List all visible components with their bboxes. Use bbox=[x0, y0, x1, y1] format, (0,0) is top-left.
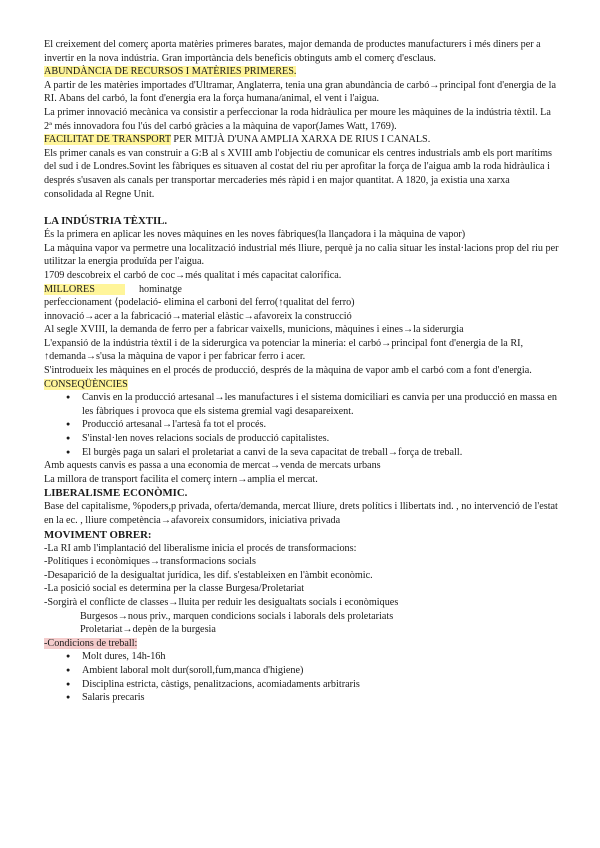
heading-liberalisme: LIBERALISME ECONÒMIC. bbox=[44, 487, 188, 500]
consequencies-list bbox=[44, 391, 560, 459]
paragraph-millores-5: S'introdueix les màquines en el procés de producció, després de la màquina de vapor amb el carbó com a font d'energia. bbox=[44, 365, 532, 377]
moviment-indent-line: Proletariat→depèn de la burgesia bbox=[80, 624, 216, 636]
heading-condicions bbox=[44, 637, 560, 651]
millores-note: hominatge bbox=[138, 283, 182, 295]
list-item: ● El burgès paga un salari el proletariat a canvi de la seva capacitat de treball→força de treball. bbox=[66, 446, 560, 460]
heading-transport-rest: PER MITJÀ D'UNA AMPLIA XARXA DE RIUS I CANALS. bbox=[170, 134, 431, 146]
list-item: ● S'instal·len noves relacions socials de producció capitalistes. bbox=[66, 432, 560, 446]
heading-abundancia bbox=[44, 65, 560, 79]
paragraph-liberalisme: Base del capitalisme, %poders,p privada, oferta/demanda, mercat lliure, drets polítics i llibertats ind. , no intervenció de l'estat en la ec. , lliure competència→afavoreix consumidors, iniciativa privada bbox=[44, 501, 558, 526]
list-item: ● Canvis en la producció artesanal→les manufactures i el sistema domiciliari es canvia per una producció en massa en les fàbriques i provoca que els sistema gremial vagi desapareixent. bbox=[66, 391, 560, 418]
moviment-line: -Polítiques i econòmiques→transformacions socials bbox=[44, 556, 256, 568]
list-item: ● Producció artesanal→l'artesà fa tot el procés. bbox=[66, 418, 560, 432]
moviment-line: -La posició social es determina per la classe Burgesa/Proletariat bbox=[44, 583, 305, 595]
paragraph-industria-2: La màquina vapor va permetre una localització industrial més lliure, perquè ja no calia situar les instal·lacions prop del riu per utilitzar la energia produïda per l'aigua. bbox=[44, 242, 559, 268]
moviment-line: -Sorgirà el conflicte de classes→lluita per reduir les desigualtats socials i econòmiques bbox=[44, 596, 399, 608]
list-item: ● Ambient laboral molt dur(soroll,fum,manca d'higiene) bbox=[66, 664, 560, 678]
paragraph-industria-3: 1709 descobreix el carbó de coc→més qualitat i més capacitat calorífica. bbox=[44, 269, 342, 281]
paragraph-millores-4: L'expansió de la indústria tèxtil i de la siderurgica va potenciar la mineria: el carbó→principal font d'energia de la RI, ↑demanda→s'usa la màquina de vapor i per fabricar ferro i acer. bbox=[44, 337, 524, 363]
moviment-line: -La RI amb l'implantació del liberalisme inicia el procés de transformacions: bbox=[44, 542, 357, 554]
paragraph-abundancia-1: A partir de les matèries importades d'Ultramar, Anglaterra, tenia una gran abundància de carbó→principal font d'energia de la RI. Abans del carbó, la font d'energia era la força humana/animal, el vent i l'aigua. bbox=[44, 79, 556, 105]
heading-transport bbox=[44, 133, 560, 147]
paragraph-industria-1: És la primera en aplicar les noves màquines en les noves fàbriques(la llançadora i la màquina de vapor) bbox=[44, 229, 466, 241]
paragraph-millores-1: perfeccionament ⟨podelació- elimina el carboni del ferro(↑qualitat del ferro) bbox=[44, 297, 355, 309]
paragraph-conseq-1: Amb aquests canvis es passa a una economia de mercat→venda de mercats urbans bbox=[44, 460, 381, 472]
paragraph-intro: El creixement del comerç aporta matèries primeres barates, major demanda de productes manufacturers i més diners per a invertir en la nova indústria. Gran importància dels beneficis obtinguts amb el comerç d'esclaus. bbox=[44, 39, 541, 64]
heading-moviment: MOVIMENT OBRER: bbox=[44, 528, 152, 541]
condicions-list bbox=[44, 650, 560, 704]
heading-consequencies-text: CONSEQÜÈNCIES bbox=[44, 378, 128, 390]
heading-condicions-text: -Condicions de treball: bbox=[44, 637, 138, 649]
heading-industria: LA INDÚSTRIA TÈXTIL. bbox=[44, 215, 168, 228]
heading-millores-text: MILLORES bbox=[44, 284, 125, 295]
list-item: ● Disciplina estricta, càstigs, penalitzacions, acomiadaments arbitraris bbox=[66, 678, 560, 692]
moviment-line: -Desaparició de la desigualtat jurídica, les dif. s'estableixen en l'àmbit econòmic. bbox=[44, 569, 373, 581]
spacer bbox=[44, 201, 560, 214]
heading-transport-highlight: FACILITAT DE TRANSPORT bbox=[44, 134, 171, 146]
paragraph-transport: Els primer canals es van construir a G:B al s XVIII amb l'objectiu de comunicar els centres industrials amb els port marítims del sud i de Londres.Sovint les fàbriques es situaven al costat del riu per aprofitar la força de l'aigua amb la roda hidràulica i després s'usaven als canals per transportar mercaderies més ràpid i en major quantitat. A 1820, ja existia una xarxa consolidada al Regne Unit. bbox=[44, 147, 552, 200]
moviment-indent-line: Burgesos→nous priv., marquen condicions socials i laborals dels proletariats bbox=[80, 610, 394, 622]
paragraph-abundancia-2: La primer innovació mecànica va consistir a perfeccionar la roda hidràulica per moure les màquines de la indústria tèxtil. La 2ª més innovadora fou l'ús del carbó gràcies a la màquina de vapor(James Watt, 1769). bbox=[44, 106, 551, 132]
paragraph-millores-2: innovació→acer a la fabricació→material elàstic→afavoreix la construcció bbox=[44, 310, 352, 322]
paragraph-millores-3: Al segle XVIII, la demanda de ferro per a fabricar vaixells, municions, màquines i eines→la siderurgia bbox=[44, 324, 464, 336]
paragraph-conseq-2: La millora de transport facilita el comerç intern→amplia el mercat. bbox=[44, 473, 318, 485]
heading-millores bbox=[44, 283, 560, 297]
heading-consequencies bbox=[44, 378, 560, 392]
list-item: ● Salaris precaris bbox=[66, 691, 560, 705]
list-item: ● Molt dures, 14h-16h bbox=[66, 650, 560, 664]
heading-abundancia-text: ABUNDÀNCIA DE RECURSOS I MATÈRIES PRIMERES. bbox=[44, 66, 297, 78]
